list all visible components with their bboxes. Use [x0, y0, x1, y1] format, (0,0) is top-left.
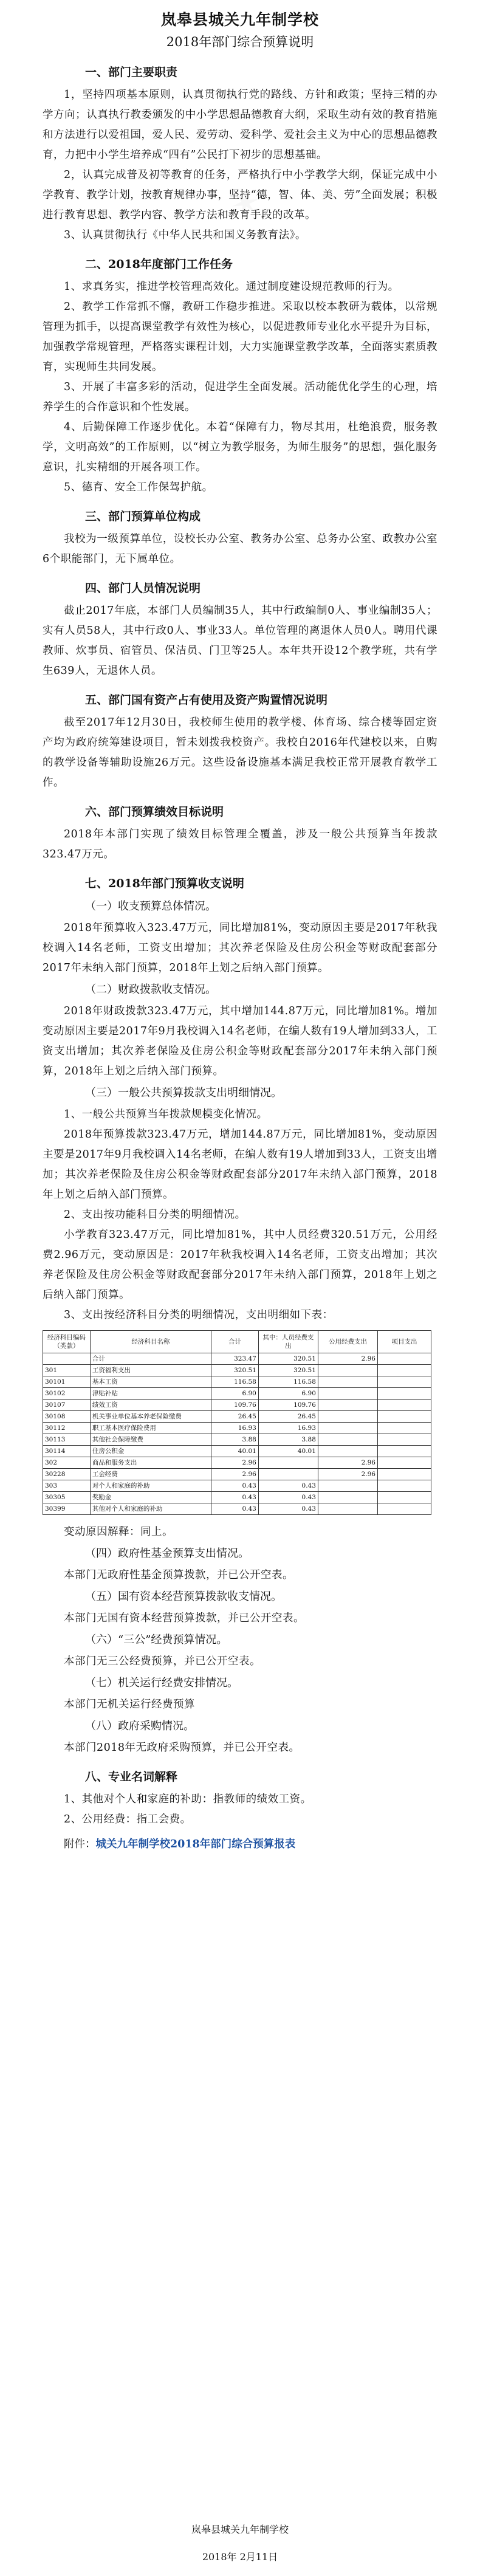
subheading: （三）一般公共预算拨款支出明细情况。 [85, 1087, 282, 1099]
table-cell: 40.01 [258, 1446, 318, 1457]
table-cell: 30107 [43, 1400, 91, 1411]
table-cell: 2.96 [318, 1353, 377, 1365]
paragraph: 3、认真贯彻执行《中华人民共和国义务教育法》。 [64, 229, 306, 241]
paragraph: 2018年财政拨款323.47万元，其中增加144.87万元，同比增加81%。增加变动原因主要是2017年9月我校调入14名老师，在编人数有19人增加到33人，工资支出增加；其次养老保险及住房公积金等财政配套部分2017年未纳入部门预算，2018年上划之后纳入部门预算。 [43, 1005, 437, 1077]
table-cell: 对个人和家庭的补助 [90, 1480, 211, 1492]
table-cell: 基本工资 [90, 1376, 211, 1388]
table-cell: 住房公积金 [90, 1446, 211, 1457]
paragraph: 2018年预算拨款323.47万元，增加144.87万元，同比增加81%，变动原因主要是2017年9月我校调入14名老师，在编人数有19人增加到33人，工资支出增加；其次养老保险及住房公积金等财政配套部分2017年未纳入部门预算，2018年上划之后纳入部门预算。 [43, 1128, 437, 1201]
table-row [43, 1446, 431, 1457]
table-row [43, 1365, 431, 1376]
paragraph: 截至2017年12月30日，我校师生使用的教学楼、体育场、综合楼等固定资产均为政府统筹建设项目，暂未划拨我校资产。我校自2016年代建校以来，自购的教学设备等辅助设施26万元。这些设备设施基本满足我校正常开展教育教学工作。 [43, 716, 437, 789]
table-cell: 16.93 [211, 1423, 259, 1434]
section-heading-structure: 三、部门预算单位构成 [85, 510, 201, 523]
table-cell [377, 1411, 431, 1423]
table-cell [377, 1492, 431, 1503]
table-cell: 0.43 [258, 1480, 318, 1492]
table-cell [377, 1434, 431, 1446]
table-cell: 0.43 [258, 1492, 318, 1503]
table-cell: 职工基本医疗保险费用 [90, 1423, 211, 1434]
table-cell [318, 1400, 377, 1411]
table-cell: 工资福利支出 [90, 1365, 211, 1376]
table-cell [43, 1353, 91, 1365]
table-header-cell: 经济科目编码（类款） [43, 1331, 91, 1353]
table-cell [377, 1365, 431, 1376]
paragraph: 1、求真务实，推进学校管理高效化。通过制度建设规范教师的行为。 [64, 281, 399, 293]
subheading: （八）政府采购情况。 [85, 1720, 194, 1733]
table-cell: 0.43 [211, 1503, 259, 1515]
attachment-note [43, 1835, 437, 1855]
table-cell: 30113 [43, 1434, 91, 1446]
table-cell: 奖励金 [90, 1492, 211, 1503]
section-heading-tasks: 二、2018年度部门工作任务 [85, 258, 233, 271]
table-cell: 26.45 [211, 1411, 259, 1423]
table-cell [318, 1411, 377, 1423]
table-cell: 机关事业单位基本养老保险缴费 [90, 1411, 211, 1423]
table-cell: 303 [43, 1480, 91, 1492]
table-cell [318, 1434, 377, 1446]
section-heading-performance: 六、部门预算绩效目标说明 [85, 805, 224, 819]
table-cell: 30102 [43, 1388, 91, 1400]
table-cell [318, 1376, 377, 1388]
table-row [43, 1388, 431, 1400]
table-row [43, 1376, 431, 1388]
table-cell: 2.96 [211, 1469, 259, 1480]
paragraph: 2，认真完成普及初等教育的任务，严格执行中小学教学大纲，保证完成中小学教育、教学计划，按教育规律办事，坚持“德，智、体、美、劳”全面发展；积极进行教育思想、教学内容、教学方法和教育手段的改革。 [43, 169, 437, 221]
table-cell: 6.90 [258, 1388, 318, 1400]
table-cell: 2.96 [318, 1469, 377, 1480]
paragraph: 1、其他对个人和家庭的补助：指教师的绩效工资。 [64, 1793, 312, 1805]
paragraph: 本部门无国有资本经营预算拨款，并已公开空表。 [64, 1612, 304, 1624]
subheading: （五）国有资本经营预算拨款收支情况。 [85, 1590, 282, 1603]
table-cell: 3.88 [211, 1434, 259, 1446]
table-cell: 2.96 [211, 1457, 259, 1469]
paragraph: 截止2017年底，本部门人员编制35人，其中行政编制0人、事业编制35人；实有人员58人，其中行政0人、事业33人。单位管理的离退休人员0人。聘用代课教师、炊事员、宿管员、保洁员、门卫等25人。本年共开设12个教学班，共有学生639人，无退休人员。 [43, 605, 437, 677]
section-heading-glossary: 八、专业名词解释 [85, 1770, 178, 1784]
section-heading-assets: 五、部门国有资产占有使用及资产购置情况说明 [85, 693, 328, 707]
paragraph: 我校为一级预算单位，设校长办公室、教务办公室、总务办公室、政教办公室6个职能部门，无下属单位。 [43, 533, 437, 565]
table-cell: 津贴补贴 [90, 1388, 211, 1400]
table-header-cell: 其中：人员经费支出 [258, 1331, 318, 1353]
document-title: 岚皋县城关九年制学校 [160, 11, 319, 29]
paragraph: 5、德育、安全工作保驾护航。 [64, 481, 213, 493]
signature-date: 2018年 2月11日 [202, 2551, 278, 2563]
table-cell [318, 1423, 377, 1434]
table-cell [318, 1365, 377, 1376]
table-cell: 323.47 [211, 1353, 259, 1365]
table-row [43, 1480, 431, 1492]
table-cell [377, 1353, 431, 1365]
paragraph: 1、一般公共预算当年拨款规模变化情况。 [64, 1108, 268, 1121]
table-cell: 30101 [43, 1376, 91, 1388]
table-cell: 绩效工资 [90, 1400, 211, 1411]
table-cell [377, 1480, 431, 1492]
table-cell [318, 1503, 377, 1515]
table-row [43, 1492, 431, 1503]
table-cell: 30108 [43, 1411, 91, 1423]
table-cell: 0.43 [211, 1492, 259, 1503]
table-cell: 工会经费 [90, 1469, 211, 1480]
table-cell: 301 [43, 1365, 91, 1376]
table-header-cell: 公用经费支出 [318, 1331, 377, 1353]
section-heading-duties: 一、部门主要职责 [85, 66, 178, 79]
paragraph: 本部门无机关运行经费预算 [64, 1698, 195, 1711]
table-header-cell: 合计 [211, 1331, 259, 1353]
table-cell: 320.51 [211, 1365, 259, 1376]
table-cell [377, 1446, 431, 1457]
table-cell: 2.96 [318, 1457, 377, 1469]
paragraph: 2、公用经费：指工会费。 [64, 1813, 191, 1826]
section-heading-staff: 四、部门人员情况说明 [85, 582, 201, 595]
paragraph: 2、支出按功能科目分类的明细情况。 [64, 1209, 246, 1221]
paragraph: 小学教育323.47万元，同比增加81%，其中人员经费320.51万元，公用经费2.96万元，变动原因是：2017年秋我校调入14名老师，工资支出增加；其次养老保险及住房公积金等财政配套部分2017年未纳入部门预算，2018年上划之后纳入部门预算。 [43, 1229, 437, 1301]
table-cell: 26.45 [258, 1411, 318, 1423]
subheading: （一）收支预算总体情况。 [85, 900, 216, 913]
table-cell: 40.01 [211, 1446, 259, 1457]
table-cell [258, 1457, 318, 1469]
table-row [43, 1423, 431, 1434]
subheading: （四）政府性基金预算支出情况。 [85, 1547, 249, 1560]
table-cell [377, 1469, 431, 1480]
table-cell: 0.43 [258, 1503, 318, 1515]
table-row [43, 1469, 431, 1480]
expenditure-table [43, 1330, 431, 1515]
table-row [43, 1400, 431, 1411]
table-cell: 30114 [43, 1446, 91, 1457]
subheading: （七）机关运行经费安排情况。 [85, 1677, 238, 1689]
table-cell: 109.76 [258, 1400, 318, 1411]
attachment-link[interactable]: 城关九年制学校2018年部门综合预算报表 [95, 1838, 296, 1850]
table-cell: 30305 [43, 1492, 91, 1503]
signature-org: 岚皋县城关九年制学校 [191, 2524, 289, 2535]
table-cell [318, 1388, 377, 1400]
table-row [43, 1411, 431, 1423]
table-cell: 0.43 [211, 1480, 259, 1492]
watermark: ✶ [220, 177, 272, 230]
subheading: （二）财政拨款收支情况。 [85, 983, 216, 996]
paragraph: 2018年本部门实现了绩效目标管理全覆盖，涉及一般公共预算当年拨款323.47万元。 [43, 828, 437, 860]
table-cell [377, 1457, 431, 1469]
table-cell: 其他对个人和家庭的补助 [90, 1503, 211, 1515]
table-cell: 116.58 [211, 1376, 259, 1388]
table-cell: 302 [43, 1457, 91, 1469]
table-header-cell: 项目支出 [377, 1331, 431, 1353]
section-heading-budget: 七、2018年部门预算收支说明 [85, 877, 244, 890]
table-cell [377, 1388, 431, 1400]
table-cell: 6.90 [211, 1388, 259, 1400]
table-body [43, 1353, 431, 1515]
table-cell: 116.58 [258, 1376, 318, 1388]
table-cell: 320.51 [258, 1365, 318, 1376]
table-cell [258, 1469, 318, 1480]
attachment-label: 附件： [64, 1838, 96, 1850]
paragraph: 变动原因解释：同上。 [64, 1526, 173, 1538]
paragraph: 2、教学工作常抓不懈，教研工作稳步推进。采取以校本教研为载体，以常规管理为抓手，以提高课堂教学有效性为核心，以促进教师专业化水平提升为目标，加强教学常规管理，严格落实课程计划，大力实施课堂教学改革，全面落实素质教育，实现师生共同发展。 [43, 301, 437, 373]
table-header-cell: 经济科目名称 [90, 1331, 211, 1353]
table-cell [377, 1376, 431, 1388]
table-cell: 30228 [43, 1469, 91, 1480]
document-page [43, 9, 437, 1855]
table-cell: 30112 [43, 1423, 91, 1434]
paragraph: 本部门无政府性基金预算拨款，并已公开空表。 [64, 1569, 293, 1581]
table-cell: 3.88 [258, 1434, 318, 1446]
paragraph: 1，坚持四项基本原则，认真贯彻执行党的路线、方针和政策；坚持三精的办学方向；认真执行教委颁发的中小学思想品德教育大纲，采取生动有效的教育措施和方法进行以爱祖国，爱人民、爱劳动、爱科学、爱社会主义为中心的思想品德教育，力把中小学生培养成“四有”公民打下初步的思想基础。 [43, 89, 437, 161]
table-cell [318, 1492, 377, 1503]
table-cell: 其他社会保障缴费 [90, 1434, 211, 1446]
paragraph: 本部门2018年无政府采购预算，并已公开空表。 [64, 1742, 300, 1754]
document-subtitle: 2018年部门综合预算说明 [166, 35, 314, 49]
table-row [43, 1353, 431, 1365]
table-cell [377, 1400, 431, 1411]
paragraph: 2018年预算收入323.47万元，同比增加81%，变动原因主要是2017年秋我校调入14名老师，工资支出增加；其次养老保险及住房公积金等财政配套部分2017年未纳入部门预算，2018年上划之后纳入部门预算。 [43, 922, 437, 974]
table-cell: 30399 [43, 1503, 91, 1515]
table-cell [377, 1423, 431, 1434]
table-cell [318, 1480, 377, 1492]
table-cell: 16.93 [258, 1423, 318, 1434]
table-row [43, 1434, 431, 1446]
table-row [43, 1457, 431, 1469]
table-cell [377, 1503, 431, 1515]
subheading: （六）“三公”经费预算情况。 [85, 1633, 228, 1646]
table-cell: 合计 [90, 1353, 211, 1365]
paragraph: 4、后勤保障工作逐步优化。本着“保障有力，物尽其用，杜绝浪费，服务教学，文明高效”的工作原则，以“树立为教学服务，为师生服务”的思想，强化服务意识，扎实精细的开展各项工作。 [43, 421, 437, 473]
table-header-row [43, 1331, 431, 1353]
table-cell: 109.76 [211, 1400, 259, 1411]
table-cell: 商品和服务支出 [90, 1457, 211, 1469]
paragraph: 3、支出按经济科目分类的明细情况，支出明细如下表： [64, 1309, 334, 1321]
table-cell [318, 1446, 377, 1457]
paragraph: 3、开展了丰富多彩的活动，促进学生全面发展。活动能优化学生的心理，培养学生的合作意识和个性发展。 [43, 381, 437, 413]
table-cell: 320.51 [258, 1353, 318, 1365]
paragraph: 本部门无三公经费预算，并已公开空表。 [64, 1655, 261, 1668]
table-row [43, 1503, 431, 1515]
